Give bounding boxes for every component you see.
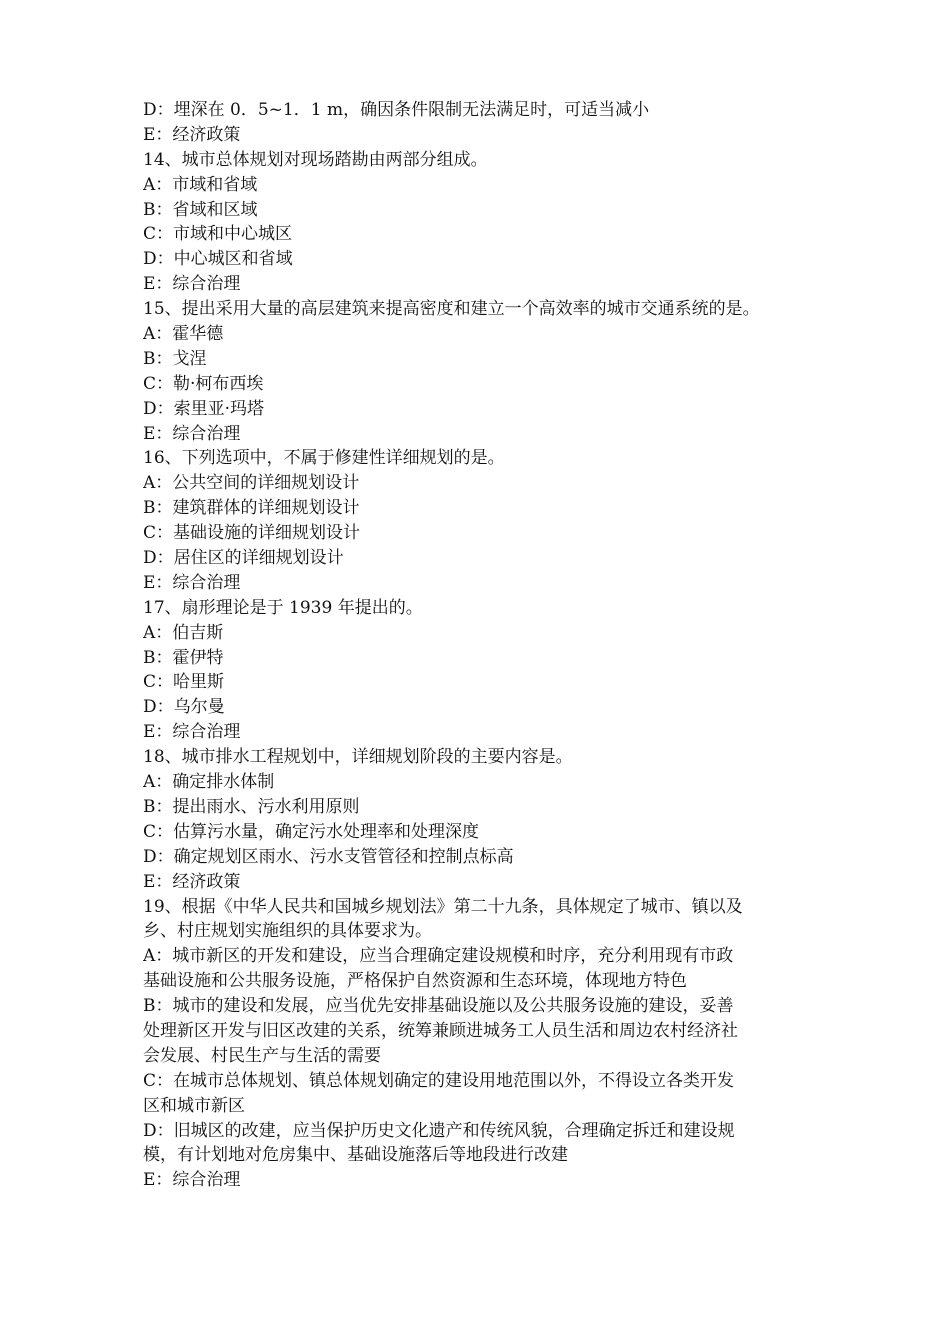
answer-option-e: E：综合治理 <box>143 274 241 295</box>
answer-option-c: C：勒·柯布西埃 <box>143 373 264 394</box>
answer-option-c: C：市域和中心城区 <box>143 224 293 245</box>
answer-option-d: D：旧城区的改建，应当保护历史文化遗产和传统风貌，合理确定拆迁和建设规 <box>143 1120 735 1141</box>
answer-option-c: C：哈里斯 <box>143 672 225 693</box>
answer-option-d: D：乌尔曼 <box>143 697 225 718</box>
answer-option-c: C：在城市总体规划、镇总体规划确定的建设用地范围以外，不得设立各类开发 <box>143 1070 735 1091</box>
answer-option-e: E：综合治理 <box>143 722 241 743</box>
answer-option-d-continued: 模，有计划地对危房集中、基础设施落后等地段进行改建 <box>143 1145 568 1166</box>
question-15: 15、提出采用大量的高层建筑来提高密度和建立一个高效率的城市交通系统的是。 <box>143 299 760 320</box>
answer-option-e: E：经济政策 <box>143 871 241 892</box>
answer-option-b: B：戈涅 <box>143 348 207 369</box>
question-17: 17、扇形理论是于 1939 年提出的。 <box>143 597 423 618</box>
answer-option-e: E：经济政策 <box>143 124 241 145</box>
answer-option-b: B：省域和区域 <box>143 199 258 220</box>
answer-option-a: A：伯吉斯 <box>143 622 224 643</box>
question-19: 19、根据《中华人民共和国城乡规划法》第二十九条，具体规定了城市、镇以及 <box>143 896 743 917</box>
answer-option-d: D：中心城区和省域 <box>143 249 293 270</box>
answer-option-b: B：建筑群体的详细规划设计 <box>143 498 360 519</box>
answer-option-a: A：市域和省域 <box>143 174 258 195</box>
answer-option-d: D：确定规划区雨水、污水支管管径和控制点标高 <box>143 846 514 867</box>
answer-option-b-continued: 处理新区开发与旧区改建的关系，统筹兼顾进城务工人员生活和周边农村经济社 <box>143 1020 738 1041</box>
answer-option-e: E：综合治理 <box>143 572 241 593</box>
answer-option-a: A：霍华德 <box>143 324 224 345</box>
document-body <box>143 98 823 1193</box>
question-18: 18、城市排水工程规划中，详细规划阶段的主要内容是。 <box>143 747 573 768</box>
answer-option-c-continued: 区和城市新区 <box>143 1095 245 1116</box>
question-14: 14、城市总体规划对现场踏勘由两部分组成。 <box>143 149 488 170</box>
answer-option-b: B：提出雨水、污水利用原则 <box>143 796 360 817</box>
answer-option-a: A：确定排水体制 <box>143 772 275 793</box>
answer-option-b-continued: 会发展、村民生产与生活的需要 <box>143 1045 381 1066</box>
answer-option-c: C：基础设施的详细规划设计 <box>143 523 361 544</box>
question-19-continued: 乡、村庄规划实施组织的具体要求为。 <box>143 921 432 942</box>
answer-option-d: D：埋深在 0．5~1．1 m，确因条件限制无法满足时，可适当减小 <box>143 100 650 120</box>
answer-option-b: B：城市的建设和发展，应当优先安排基础设施以及公共服务设施的建设，妥善 <box>143 996 734 1017</box>
answer-option-e: E：综合治理 <box>143 1170 241 1191</box>
answer-option-d: D：索里亚·玛塔 <box>143 398 265 419</box>
answer-option-a-continued: 基础设施和公共服务设施，严格保护自然资源和生态环境，体现地方特色 <box>143 971 687 992</box>
question-16: 16、下列选项中，不属于修建性详细规划的是。 <box>143 448 505 469</box>
answer-option-d: D：居住区的详细规划设计 <box>143 548 344 569</box>
answer-option-b: B：霍伊特 <box>143 647 224 668</box>
answer-option-a: A：城市新区的开发和建设，应当合理确定建设规模和时序，充分利用现有市政 <box>143 946 734 967</box>
answer-option-a: A：公共空间的详细规划设计 <box>143 473 360 494</box>
answer-option-e: E：综合治理 <box>143 423 241 444</box>
answer-option-c: C：估算污水量，确定污水处理率和处理深度 <box>143 821 480 842</box>
